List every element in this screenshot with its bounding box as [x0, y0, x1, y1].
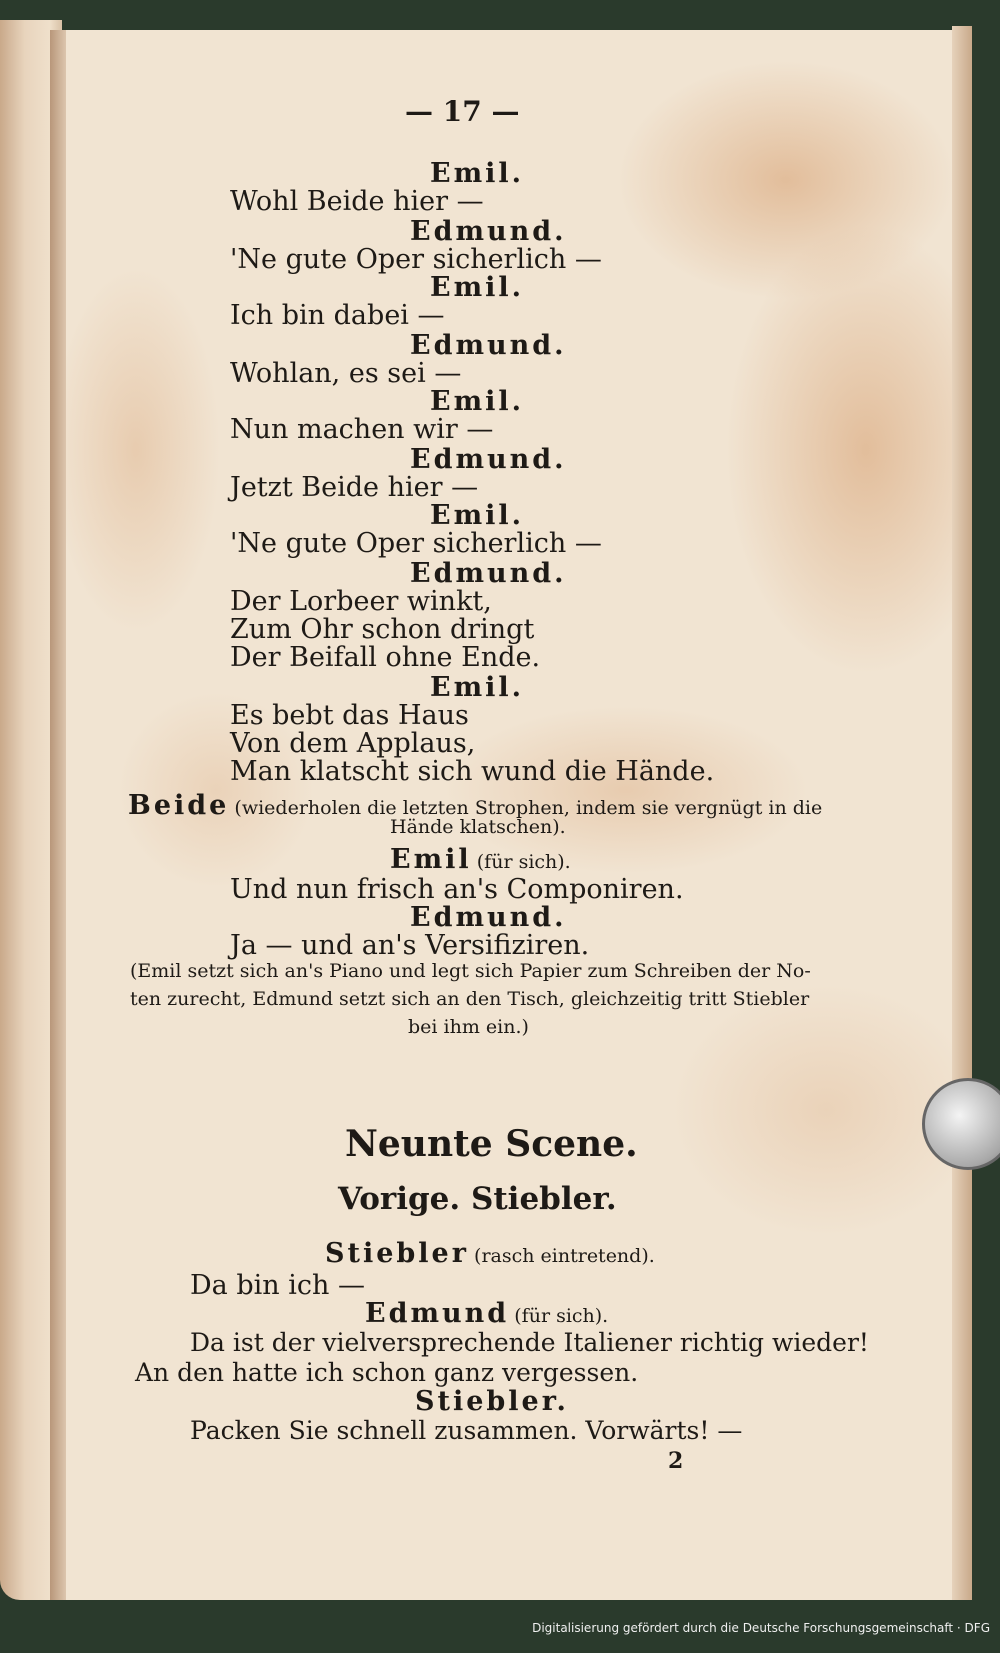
verse-line: Man klatscht sich wund die Hände.: [230, 756, 715, 787]
stage-direction: (Emil setzt sich an's Piano und legt sich Papier zum Schreiben der No-: [130, 960, 811, 982]
prose-line: Da ist der vielversprechende Italiener richtig wieder!: [190, 1328, 869, 1357]
verse-line: Wohlan, es sei —: [230, 358, 462, 389]
speaker-name: Beide: [128, 790, 230, 821]
verse-line: Von dem Applaus,: [230, 728, 476, 759]
speaker-name: Edmund.: [410, 902, 567, 933]
speaker-name: Emil.: [430, 158, 525, 189]
digitization-credit: Digitalisierung gefördert durch die Deutsche Forschungsgemeinschaft · DFG: [532, 1621, 990, 1635]
speaker-name: Emil.: [430, 500, 525, 531]
speaker-name: Edmund.: [410, 330, 567, 361]
stage-direction: ten zurecht, Edmund setzt sich an den Tisch, gleichzeitig tritt Stiebler: [130, 988, 810, 1010]
stage-direction: (wiederholen die letzten Strophen, indem sie vergnügt in die: [234, 797, 823, 819]
edmund-aside: [365, 1300, 608, 1327]
verse-line: Zum Ohr schon dringt: [230, 614, 535, 645]
verse-line: Jetzt Beide hier —: [230, 472, 479, 503]
verse-line: Es bebt das Haus: [230, 700, 469, 731]
scene-cast: Vorige. Stiebler.: [338, 1181, 617, 1217]
stage-direction: (für sich).: [514, 1305, 609, 1327]
speaker-name: Edmund.: [410, 216, 567, 247]
speaker-name: Edmund.: [410, 444, 567, 475]
verse-line: Wohl Beide hier —: [230, 186, 484, 217]
speaker-name: Emil.: [430, 672, 525, 703]
stage-direction: Hände klatschen).: [390, 816, 566, 838]
speaker-name: Emil: [390, 844, 472, 875]
verse-line: Ja — und an's Versifiziren.: [230, 930, 590, 961]
verse-line: Nun machen wir —: [230, 414, 494, 445]
verse-line: 'Ne gute Oper sicherlich —: [230, 528, 602, 559]
speaker-name: Edmund: [365, 1298, 510, 1329]
scene-title: Neunte Scene.: [345, 1123, 638, 1165]
beide-line-1: [128, 792, 822, 819]
stage-direction: (für sich).: [476, 851, 571, 873]
speaker-name: Stiebler.: [415, 1386, 569, 1417]
verse-line: 'Ne gute Oper sicherlich —: [230, 244, 602, 275]
speaker-name: Emil.: [430, 272, 525, 303]
stage-direction: bei ihm ein.): [408, 1016, 529, 1038]
stage-direction: (rasch eintretend).: [474, 1245, 655, 1267]
emil-aside: [390, 846, 571, 873]
signature-mark: 2: [668, 1448, 684, 1474]
verse-line: Ich bin dabei —: [230, 300, 445, 331]
speaker-name: Emil.: [430, 386, 525, 417]
verse-line: Und nun frisch an's Componiren.: [230, 874, 684, 905]
page-number: — 17 —: [405, 95, 520, 128]
prose-line: An den hatte ich schon ganz vergessen.: [135, 1358, 639, 1387]
verse-line: Da bin ich —: [190, 1270, 365, 1301]
verse-line: Der Beifall ohne Ende.: [230, 642, 541, 673]
speaker-name: Edmund.: [410, 558, 567, 589]
page-edge: [952, 26, 972, 1600]
speaker-name: Stiebler: [325, 1238, 469, 1269]
stiebler-entrance: [325, 1240, 655, 1267]
prose-line: Packen Sie schnell zusammen. Vorwärts! —: [190, 1416, 743, 1445]
verse-line: Der Lorbeer winkt,: [230, 586, 492, 617]
